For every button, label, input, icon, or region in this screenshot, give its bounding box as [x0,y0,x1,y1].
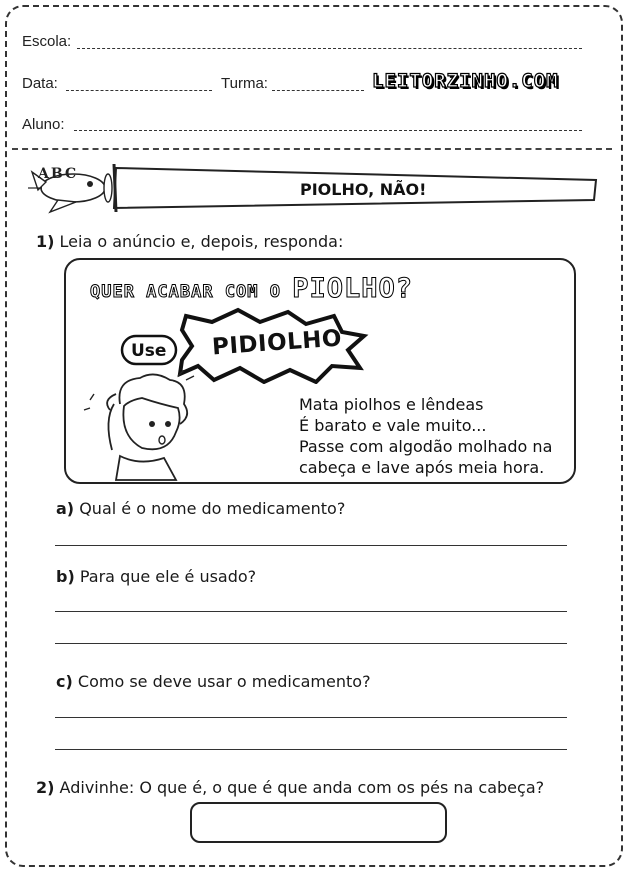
ad-line: Mata piolhos e lêndeas [299,395,484,414]
question-1-number: 1) [36,232,55,251]
question-2 [36,778,544,797]
school-label: Escola: [22,33,72,50]
banner-title: PIOLHO, NÃO! [300,180,427,199]
answer-line-b1[interactable] [55,611,567,612]
subquestion-c-letter: c) [56,672,73,691]
subquestion-c-text: Como se deve usar o medicamento? [77,672,371,691]
ad-headline-prefix: QUER ACABAR COM O [90,282,281,302]
answer-line-b2[interactable] [55,643,567,644]
class-label: Turma: [221,75,268,92]
subquestion-b [56,567,256,586]
question-1 [36,232,343,251]
school-field[interactable] [77,48,582,49]
brand-logo: LEITORZINHO.COM [372,70,559,92]
question-1-prompt: Leia o anúncio e, depois, responda: [59,232,344,251]
answer-line-c2[interactable] [55,749,567,750]
ad-line: Passe com algodão molhado na [299,437,553,456]
ad-product-name: PIDIOLHO [211,325,343,361]
class-field[interactable] [272,90,364,91]
ad-description [299,394,552,478]
subquestion-b-letter: b) [56,567,75,586]
subquestion-a-text: Qual é o nome do medicamento? [79,499,346,518]
question-2-prompt: Adivinhe: O que é, o que é que anda com os pés na cabeça? [59,778,545,797]
subquestion-a-letter: a) [56,499,75,518]
answer-line-a1[interactable] [55,545,567,546]
question-2-number: 2) [36,778,55,797]
mascot-letters: ABC [38,166,79,182]
student-label: Aluno: [22,116,65,133]
answer-line-c1[interactable] [55,717,567,718]
header-separator [12,148,612,150]
ad-use-label: Use [131,341,167,361]
ad-line: cabeça e lave após meia hora. [299,458,545,477]
date-label: Data: [22,75,58,92]
ad-headline-emphasis: PIOLHO? [292,273,414,304]
boy-scratching-head-icon [80,370,210,482]
subquestion-b-text: Para que ele é usado? [79,567,257,586]
riddle-answer-box[interactable] [190,802,447,843]
subquestion-a [56,499,345,518]
date-field[interactable] [66,90,212,91]
ad-headline [90,273,413,304]
student-field[interactable] [74,130,582,131]
ad-line: É barato e vale muito... [299,416,487,435]
subquestion-c [56,672,371,691]
